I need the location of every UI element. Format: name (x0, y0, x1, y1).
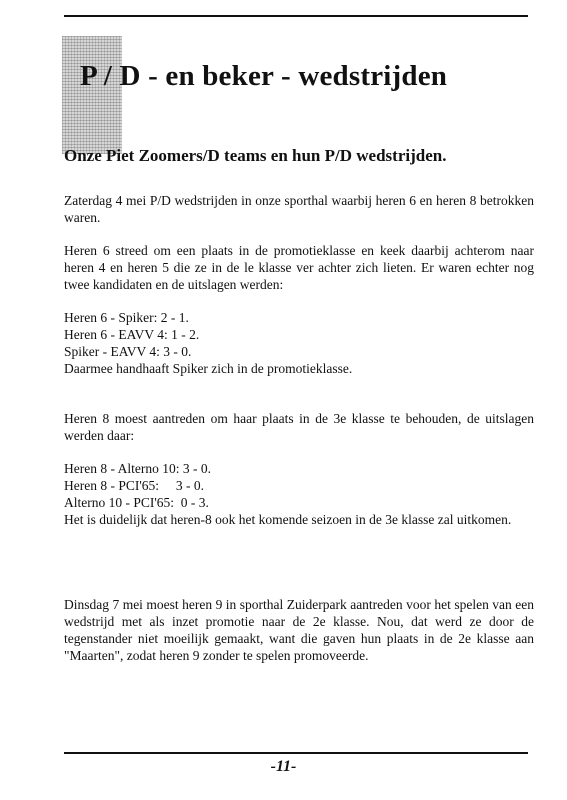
paragraph-intro: Zaterdag 4 mei P/D wedstrijden in onze sporthal waarbij heren 6 en heren 8 betrokken waren. (64, 193, 534, 225)
title-shade-box (62, 36, 122, 154)
result-line: Heren 6 - Spiker: 2 - 1. (64, 310, 189, 325)
page-subtitle: Onze Piet Zoomers/D teams en hun P/D wedstrijden. (64, 146, 447, 165)
result-line: Alterno 10 - PCI'65: 0 - 3. (64, 495, 209, 510)
paragraph-heren6: Heren 6 streed om een plaats in de promotieklasse en keek daarbij achterom naar heren 4 en heren 5 die ze in de le klasse ver achter zich lieten. Er waren echter nog twee kandidaten en de uitslagen werden: (64, 243, 534, 292)
page-number: -11- (270, 758, 297, 775)
page-title: P / D - en beker - wedstrijden (80, 60, 448, 92)
result-line: Heren 8 - Alterno 10: 3 - 0. (64, 461, 211, 476)
result-line: Heren 8 - PCI'65: 3 - 0. (64, 478, 205, 493)
paragraph-heren9: Dinsdag 7 mei moest heren 9 in sporthal Zuiderpark aantreden voor het spelen van een wedstrijd met als inzet promotie naar de 2e klasse. Nou, dat werd ze door de tegenstander niet moeilijk gemaakt, want die gaven hun plaats in de 2e klasse aan "Maarten", zodat heren 9 zonder te spelen promoveerde. (64, 597, 534, 663)
top-rule (64, 15, 528, 17)
article-body (64, 192, 534, 664)
paragraph-heren8: Heren 8 moest aantreden om haar plaats in de 3e klasse te behouden, de uitslagen werden daar: (64, 411, 534, 443)
conclusion-line: Daarmee handhaaft Spiker zich in de promotieklasse. (64, 361, 353, 376)
bottom-rule (64, 752, 528, 754)
result-line: Spiker - EAVV 4: 3 - 0. (64, 344, 192, 359)
conclusion-line: Het is duidelijk dat heren-8 ook het komende seizoen in de 3e klasse zal uitkomen. (64, 512, 512, 527)
result-line: Heren 6 - EAVV 4: 1 - 2. (64, 327, 200, 342)
